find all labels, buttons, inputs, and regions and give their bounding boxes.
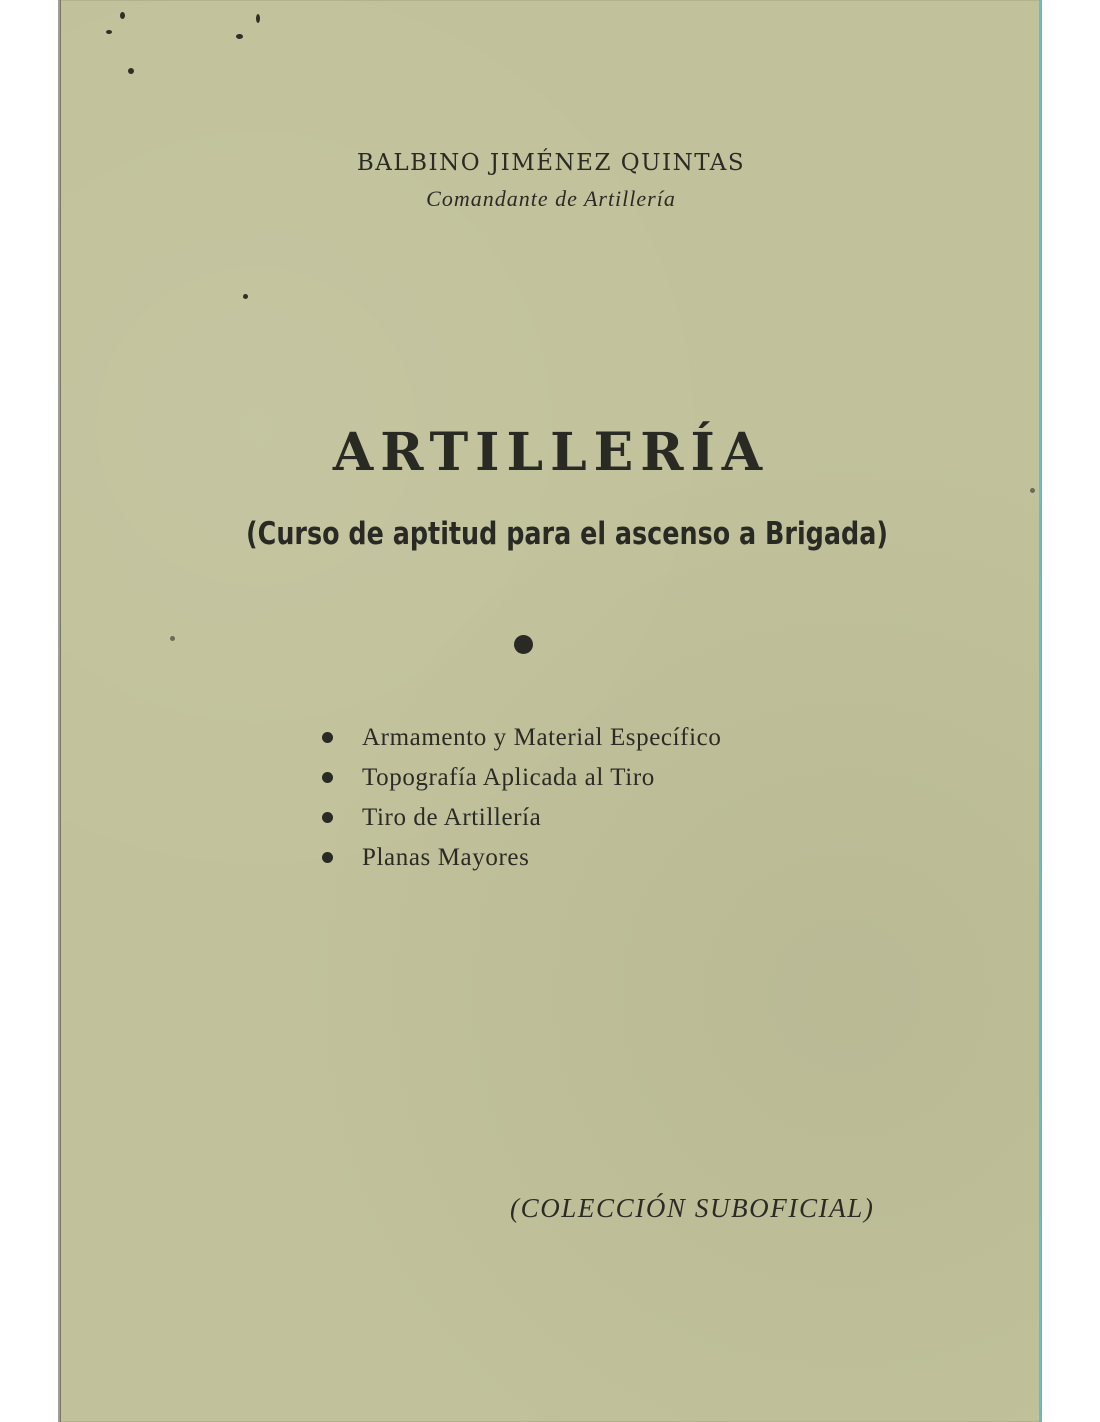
- paper-speck: [170, 636, 175, 641]
- paper-speck: [120, 12, 125, 19]
- paper-speck: [243, 294, 248, 299]
- book-title: ARTILLERÍA: [332, 422, 770, 483]
- cover-right-edge: [1039, 0, 1042, 1422]
- cover-left-edge: [58, 0, 61, 1422]
- topic-item: [322, 718, 721, 758]
- topic-item: [322, 798, 721, 838]
- topic-item: [322, 838, 721, 878]
- book-subtitle: (Curso de aptitud para el ascenso a Brigada): [246, 516, 888, 552]
- collection-name: (COLECCIÓN SUBOFICIAL): [510, 1193, 875, 1223]
- topic-label: Tiro de Artillería: [362, 804, 542, 831]
- bullet-icon: [322, 772, 333, 783]
- topic-list: [322, 718, 721, 878]
- ornament-dot: [514, 635, 533, 654]
- topic-item: [322, 758, 721, 798]
- author-name: BALBINO JIMÉNEZ QUINTAS: [356, 150, 746, 176]
- paper-speck: [1030, 488, 1035, 493]
- paper-speck: [256, 14, 260, 23]
- bullet-icon: [322, 812, 333, 823]
- topic-label: Topografía Aplicada al Tiro: [362, 764, 655, 791]
- paper-speck: [128, 68, 134, 74]
- topic-label: Armamento y Material Específico: [362, 724, 722, 751]
- bullet-icon: [322, 852, 333, 863]
- bullet-icon: [322, 732, 333, 743]
- paper-speck: [106, 30, 112, 34]
- topic-label: Planas Mayores: [362, 844, 530, 871]
- author-role: Comandante de Artillería: [426, 186, 676, 211]
- paper-speck: [236, 34, 243, 39]
